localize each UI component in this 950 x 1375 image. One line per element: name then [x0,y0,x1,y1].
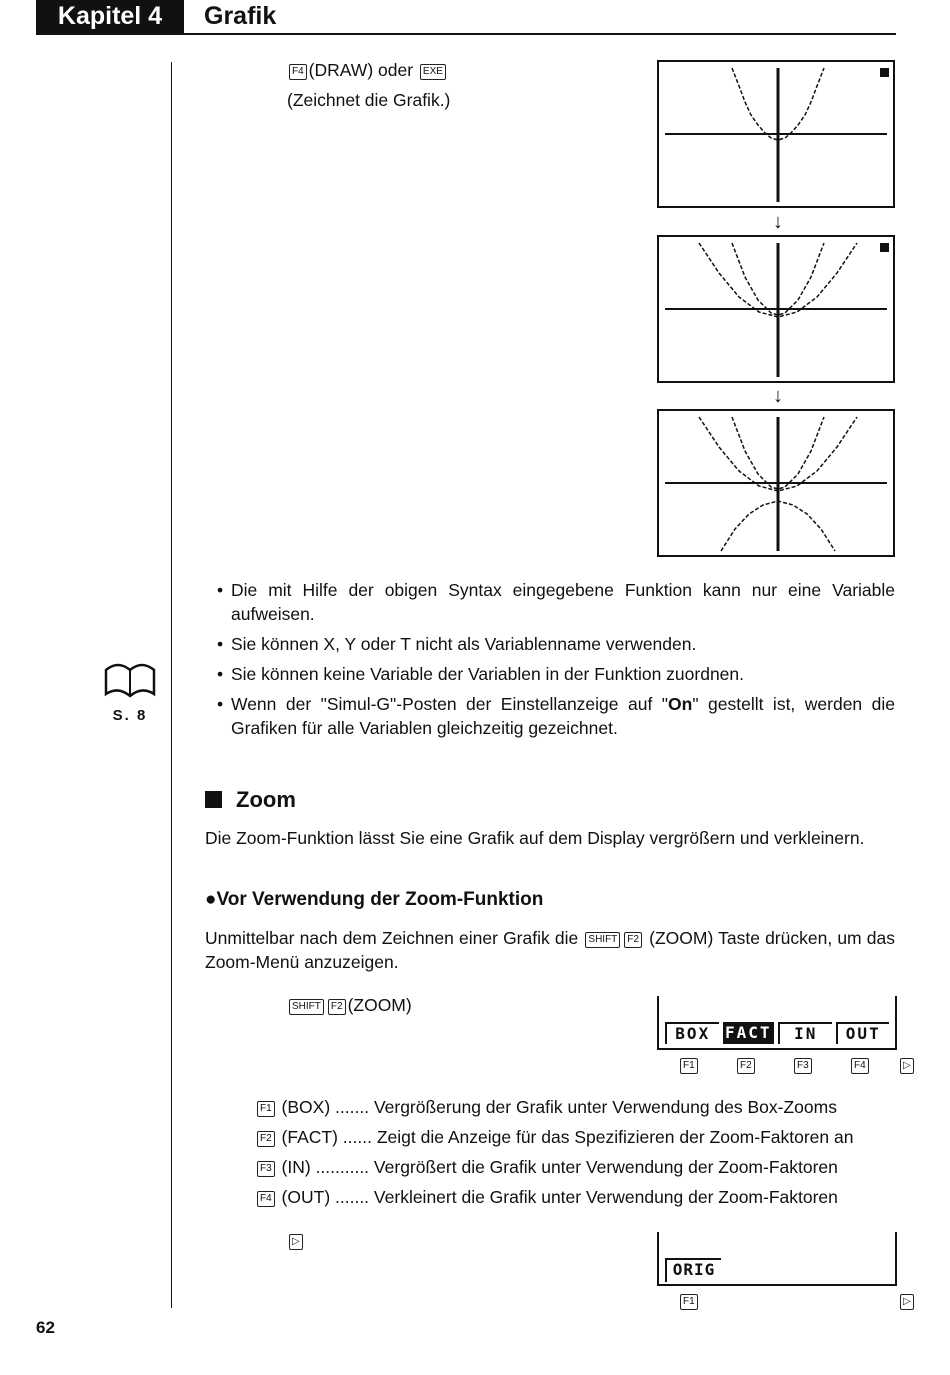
fkey-row-2 [660,1294,924,1314]
f4-key: F4 [289,64,307,80]
f4-key: F4 [851,1058,869,1074]
zoom-menu-screen [657,996,897,1050]
graph-1-plot [659,62,893,206]
chapter-title: Grafik [204,2,277,30]
graph-3-plot [659,411,893,555]
list-item: • Die mit Hilfe der obigen Syntax eingegebene Funktion kann nur eine Variable aufweisen. [217,580,895,624]
menu-fact: FACT [723,1022,775,1044]
square-bullet-icon [205,791,222,808]
zoom-subheading: ●Vor Verwendung der Zoom-Funktion [205,889,544,910]
draw-step-line [287,58,448,82]
menu-box: BOX [665,1022,719,1044]
menu-item-box: F1 (BOX) ....... Vergrößerung der Grafik unter Verwendung des Box-Zooms [255,1095,837,1119]
arrow-down-2: ↓ [773,385,783,407]
graph-screen-1 [657,60,895,208]
f1-key: F1 [680,1058,698,1074]
zoom-keyline: SHIFT F2 (ZOOM) [287,993,412,1017]
menu-item-fact: F2 (FACT) ...... Zeigt die Anzeige für das Spezifizieren der Zoom-Faktoren an [255,1125,853,1149]
reference-page: S. 8 [112,707,148,724]
shift-key: SHIFT [289,999,324,1015]
page-number: 62 [36,1318,55,1337]
menu-in: IN [778,1022,832,1044]
next-key-icon: ▷ [900,1294,914,1310]
list-item: • Sie können keine Variable der Variablen in der Funktion zuordnen. [217,664,745,684]
next-key-icon: ▷ [289,1234,303,1250]
menu-out: OUT [836,1022,890,1044]
margin-rule [171,62,172,1308]
list-item: • Sie können X, Y oder T nicht als Variablenname verwenden. [217,634,697,654]
exe-key: EXE [420,64,446,80]
graph-2-plot [659,237,893,381]
chapter-label: Kapitel 4 [36,0,184,34]
draw-label: (DRAW) oder [308,60,414,80]
shift-key: SHIFT [585,932,620,948]
arrow-down-1: ↓ [773,211,783,233]
next-step [287,1233,305,1251]
f2-key: F2 [624,932,642,948]
f1-key: F1 [680,1294,698,1310]
notes-list [205,578,895,746]
menu-item-in: F3 (IN) ........... Vergrößert die Grafik unter Verwendung der Zoom-Faktoren [255,1155,838,1179]
book-icon [102,662,158,702]
f3-key: F3 [794,1058,812,1074]
f2-key: F2 [737,1058,755,1074]
menu-orig: ORIG [665,1258,721,1282]
fkey-row [660,1058,924,1078]
draw-note: (Zeichnet die Grafik.) [287,90,451,110]
f2-key: F2 [328,999,346,1015]
header-rule [36,33,896,35]
graph-screen-2 [657,235,895,383]
orig-menu-screen [657,1232,897,1286]
zoom-heading: Zoom [205,786,296,814]
list-item: • Wenn der "Simul-G"-Posten der Einstellanzeige auf "On" gestellt ist, werden die Grafiken für alle Variablen gleichzeitig gezeichnet. [217,694,895,738]
graph-screen-3 [657,409,895,557]
side-reference [100,662,160,724]
zoom-intro: Die Zoom-Funktion lässt Sie eine Grafik auf dem Display vergrößern und verkleinern. [205,828,865,848]
zoom-instruction: Unmittelbar nach dem Zeichnen einer Grafik die SHIFT F2 (ZOOM) Taste drücken, um das Zoom-Menü anzuzeigen. [205,928,895,972]
menu-item-out: F4 (OUT) ....... Verkleinert die Grafik unter Verwendung der Zoom-Faktoren [255,1185,838,1209]
next-key-icon: ▷ [900,1058,914,1074]
